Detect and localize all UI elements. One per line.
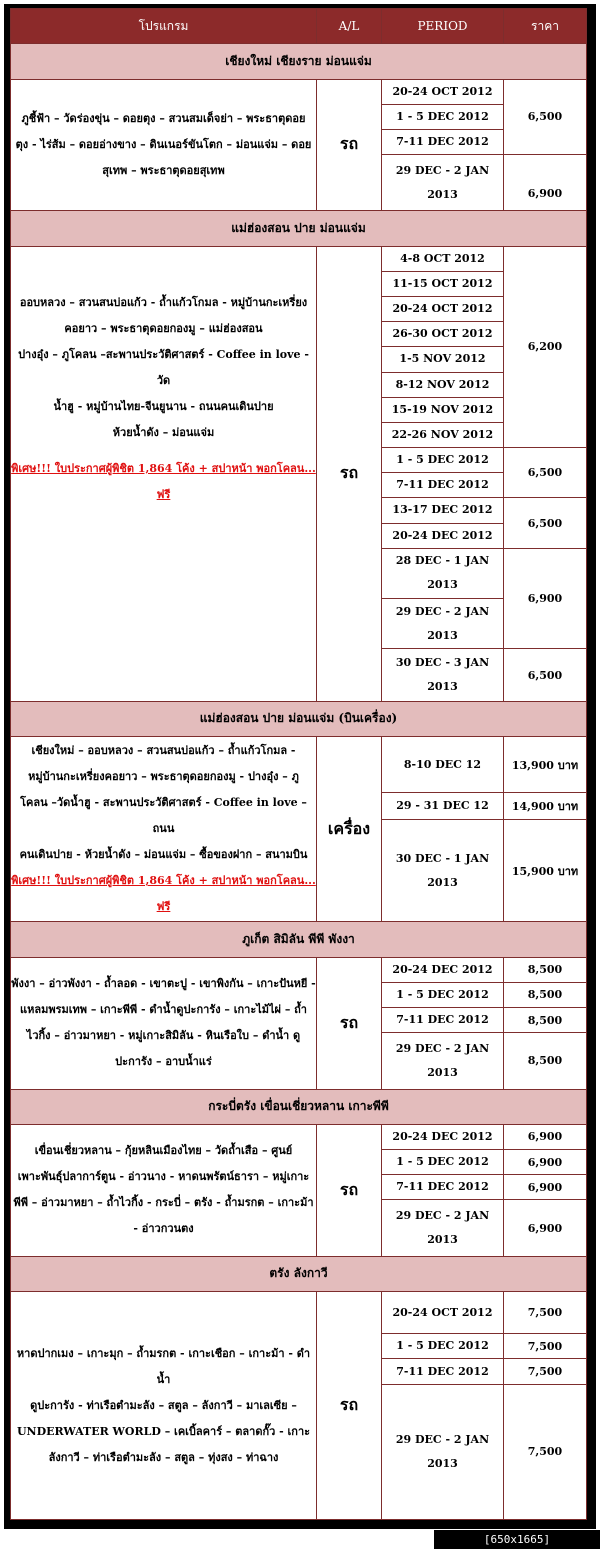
- period-cell: 1 - 5 DEC 2012: [382, 982, 504, 1007]
- program-description: [11, 1292, 317, 1520]
- price-cell: 7,500: [504, 1384, 587, 1519]
- price-cell: 6,900: [504, 1175, 587, 1200]
- description-line: โคลน –วัดน้ำฮู - สะพานประวัติศาสตร์ - Coffee in love – ถนน: [20, 796, 307, 836]
- description-line: เขื่อนเชี่ยวหลาน – กุ้ยหลินเมืองไทย – วัดถ้ำเสือ – ศูนย์: [34, 1144, 293, 1158]
- period-cell: 1-5 NOV 2012: [382, 347, 504, 372]
- description-line: น้ำฮู - หมู่บ้านไทย-จีนยูนาน - ถนนคนเดินปาย: [53, 399, 274, 413]
- period-cell: 7-11 DEC 2012: [382, 1175, 504, 1200]
- description-line: ไวกิ้ง – อ่าวมาหยา - หมู่เกาะสิมิลัน - หินเรือใบ – ดำน้ำ ดู: [26, 1029, 301, 1043]
- period-cell: 15-19 NOV 2012: [382, 397, 504, 422]
- period-cell: 30 DEC - 3 JAN 2013: [382, 649, 504, 701]
- price-cell: 8,500: [504, 957, 587, 982]
- program-description: [11, 79, 317, 211]
- period-cell: 29 - 31 DEC 12: [382, 793, 504, 819]
- period-cell: 20-24 DEC 2012: [382, 957, 504, 982]
- period-cell: 4-8 OCT 2012: [382, 246, 504, 271]
- description-line: แหลมพรมเทพ – เกาะพีพี - ดำน้ำดูปะการัง – เกาะไม้ไผ่ – ถ้ำ: [20, 1003, 307, 1017]
- description-line: ปะการัง – อาบน้ำแร่: [115, 1055, 212, 1069]
- period-cell: 8-12 NOV 2012: [382, 372, 504, 397]
- price-cell: 6,900: [504, 1200, 587, 1256]
- transport-label: รถ: [317, 246, 382, 701]
- price-cell: 8,500: [504, 1033, 587, 1089]
- description-line: - อ่าวกวนตง: [133, 1222, 194, 1236]
- price-cell: 6,500: [504, 79, 587, 155]
- period-cell: 1 - 5 DEC 2012: [382, 104, 504, 129]
- description-line: ดูปะการัง - ท่าเรือตำมะลัง – สตูล – ลังกาวี – มาเลเซีย –: [30, 1398, 297, 1412]
- period-cell: 22-26 NOV 2012: [382, 422, 504, 447]
- section-title: แม่ฮ่องสอน ปาย ม่อนแจ่ม: [11, 211, 587, 246]
- section-title: ตรัง ลังกาวี: [11, 1256, 587, 1291]
- section-title: แม่ฮ่องสอน ปาย ม่อนแจ่ม (บินเครื่อง): [11, 701, 587, 736]
- description-line: พังงา – อ่าวพังงา - ถ้ำลอด - เขาตะปู - เขาพิงกัน – เกาะปันหยี -: [11, 977, 316, 991]
- period-cell: 20-24 DEC 2012: [382, 523, 504, 548]
- price-cell: 6,200: [504, 246, 587, 447]
- col-header-al: A/L: [317, 9, 382, 44]
- description-line: คอยาว – พระธาตุดอยกองมู – แม่ฮ่องสอน: [64, 321, 263, 335]
- price-cell: 6,900: [504, 1124, 587, 1149]
- program-description: [11, 1124, 317, 1256]
- period-cell: 8-10 DEC 12: [382, 737, 504, 793]
- col-header-period: PERIOD: [382, 9, 504, 44]
- period-cell: 13-17 DEC 2012: [382, 498, 504, 523]
- period-cell: 26-30 OCT 2012: [382, 322, 504, 347]
- period-cell: 29 DEC - 2 JAN 2013: [382, 599, 504, 649]
- description-line: สุเทพ – พระธาตุดอยสุเทพ: [102, 163, 225, 177]
- period-cell: 28 DEC - 1 JAN 2013: [382, 548, 504, 598]
- transport-label: รถ: [317, 957, 382, 1089]
- period-cell: 1 - 5 DEC 2012: [382, 1334, 504, 1359]
- section-title: ภูเก็ต สิมิลัน พีพี พังงา: [11, 922, 587, 957]
- price-cell: 13,900 บาท: [504, 737, 587, 793]
- period-cell: 7-11 DEC 2012: [382, 1008, 504, 1033]
- price-cell: 8,500: [504, 1008, 587, 1033]
- period-cell: 7-11 DEC 2012: [382, 129, 504, 154]
- period-cell: 29 DEC - 2 JAN 2013: [382, 1033, 504, 1089]
- period-cell: 29 DEC - 2 JAN 2013: [382, 155, 504, 211]
- price-cell: 6,500: [504, 448, 587, 498]
- price-cell: 7,500: [504, 1359, 587, 1384]
- promo-text: พิเศษ!!! ใบประกาศผู้พิชิต 1,864 โค้ง + สปาหน้า พอกโคลน... ฟรี: [11, 874, 316, 914]
- program-description: [11, 246, 317, 701]
- price-cell: 6,500: [504, 649, 587, 701]
- period-cell: 29 DEC - 2 JAN 2013: [382, 1200, 504, 1256]
- period-cell: 7-11 DEC 2012: [382, 1359, 504, 1384]
- image-host-badge: [650x1665] https://upic.me/: [434, 1530, 600, 1549]
- price-cell: 6,900: [504, 155, 587, 211]
- program-description: [11, 957, 317, 1089]
- section-title: กระบี่ตรัง เขื่อนเชี่ยวหลาน เกาะพีพี: [11, 1089, 587, 1124]
- description-line: ออบหลวง – สวนสนบ่อแก้ว - ถ้ำแก้วโกมล - หมู่บ้านกะเหรี่ยง: [19, 295, 308, 309]
- description-line: ลังกาวี – ท่าเรือตำมะลัง – สตูล – ทุ่งสง – ท่าฉาง: [48, 1450, 279, 1464]
- program-description: [11, 737, 317, 922]
- period-cell: 1 - 5 DEC 2012: [382, 448, 504, 473]
- col-header-program: โปรแกรม: [11, 9, 317, 44]
- promo-text: พิเศษ!!! ใบประกาศผู้พิชิต 1,864 โค้ง + สปาหน้า พอกโคลน... ฟรี: [11, 461, 316, 501]
- description-line: คนเดินปาย - ห้วยน้ำดัง – ม่อนแจ่ม – ซื้อของฝาก – สนามบิน: [19, 848, 308, 862]
- description-line: เชียงใหม่ – ออบหลวง – สวนสนบ่อแก้ว – ถ้ำแก้วโกมล -: [31, 744, 296, 758]
- price-cell: 6,900: [504, 548, 587, 649]
- period-cell: 1 - 5 DEC 2012: [382, 1150, 504, 1175]
- period-cell: 20-24 OCT 2012: [382, 297, 504, 322]
- transport-label: รถ: [317, 79, 382, 211]
- price-cell: 8,500: [504, 982, 587, 1007]
- price-cell: 14,900 บาท: [504, 793, 587, 819]
- tour-schedule-table: [10, 8, 587, 1520]
- price-cell: 6,900: [504, 1150, 587, 1175]
- period-cell: 20-24 OCT 2012: [382, 79, 504, 104]
- description-line: ปางอุ๋ง – ภูโคลน –สะพานประวัติศาสตร์ - Coffee in love - วัด: [18, 347, 309, 387]
- period-cell: 11-15 OCT 2012: [382, 271, 504, 296]
- description-line: พีพี – อ่าวมาหยา – ถ้ำไวกิ้ง - กระบี่ – ตรัง - ถ้ำมรกต – เกาะม้า: [13, 1196, 314, 1210]
- description-line: ภูชี้ฟ้า – วัดร่องขุ่น – ดอยตุง – สวนสมเด็จย่า – พระธาตุดอย: [21, 111, 306, 125]
- description-line: ห้วยน้ำดัง – ม่อนแจ่ม: [112, 425, 215, 439]
- price-cell: 7,500: [504, 1334, 587, 1359]
- section-title: เชียงใหม่ เชียงราย ม่อนแจ่ม: [11, 44, 587, 79]
- period-cell: 7-11 DEC 2012: [382, 473, 504, 498]
- price-cell: 6,500: [504, 498, 587, 548]
- description-line: UNDERWATER WORLD – เคเบิ้ลคาร์ – ตลาดกั๊ว - เกาะ: [16, 1424, 311, 1438]
- transport-label: รถ: [317, 1124, 382, 1256]
- description-line: หมู่บ้านกะเหรี่ยงคอยาว – พระธาตุดอยกองมู - ปางอุ๋ง – ภู: [28, 770, 299, 784]
- transport-label: รถ: [317, 1292, 382, 1520]
- price-cell: 7,500: [504, 1292, 587, 1334]
- period-cell: 20-24 DEC 2012: [382, 1124, 504, 1149]
- description-line: เพาะพันธุ์ปลาการ์ตูน - อ่าวนาง - หาดนพรัตน์ธารา – หมู่เกาะ: [17, 1170, 310, 1184]
- col-header-price: ราคา: [504, 9, 587, 44]
- description-line: ตุง - ไร่ส้ม – ดอยอ่างขาง – ดินเนอร์ขันโตก – ม่อนแจ่ม – ดอย: [15, 137, 312, 151]
- period-cell: 29 DEC - 2 JAN 2013: [382, 1384, 504, 1519]
- header-row: [11, 9, 587, 44]
- period-cell: 20-24 OCT 2012: [382, 1292, 504, 1334]
- description-line: หาดปากเมง – เกาะมุก – ถ้ำมรกต - เกาะเชือก – เกาะม้า - ดำน้ำ: [16, 1346, 311, 1386]
- price-cell: 15,900 บาท: [504, 819, 587, 922]
- transport-label: เครื่อง: [317, 737, 382, 922]
- period-cell: 30 DEC - 1 JAN 2013: [382, 819, 504, 922]
